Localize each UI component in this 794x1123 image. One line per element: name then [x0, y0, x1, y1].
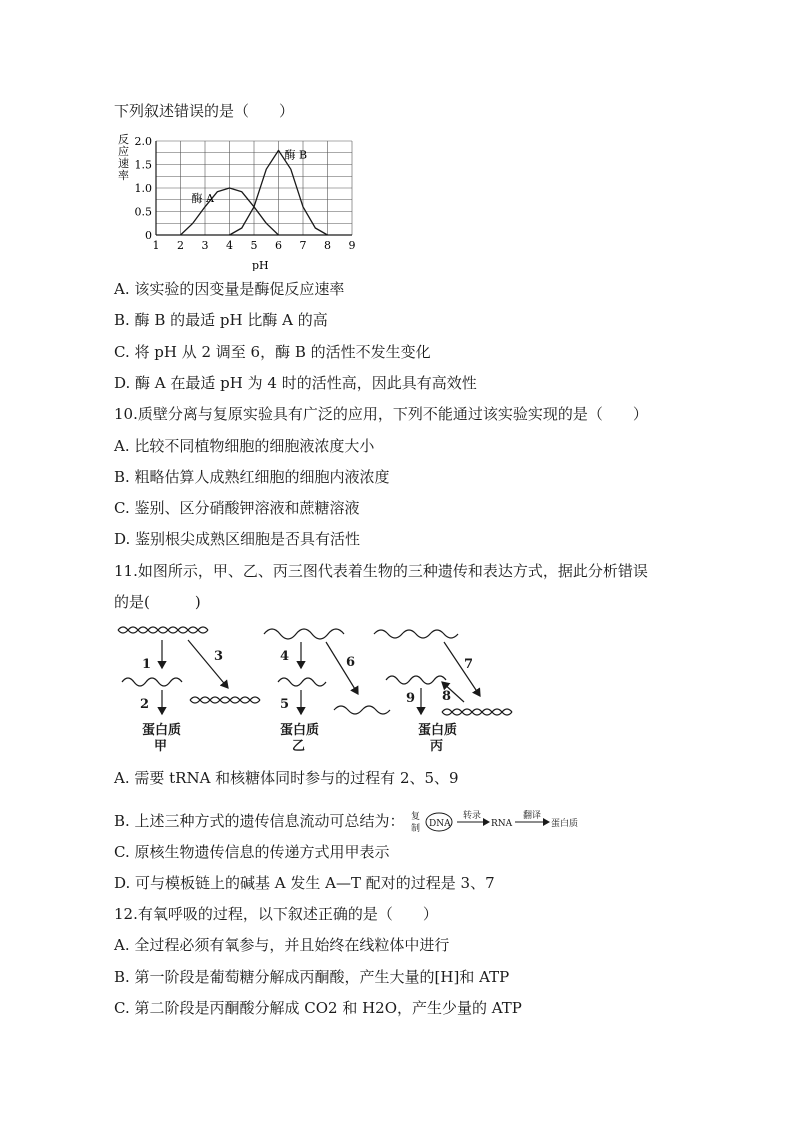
enzyme-ph-chart [114, 131, 364, 271]
rna-wave-yi-bottom [334, 706, 390, 714]
y-axis-label-3: 速 [118, 157, 129, 170]
q10-option-a: A. 比较不同植物细胞的细胞液浓度大小 [114, 437, 375, 455]
rna-wave-bing-mid [386, 676, 446, 684]
q11-option-a: A. 需要 tRNA 和核糖体同时参与的过程有 2、5、9 [114, 769, 459, 787]
q11-option-b-text: B. 上述三种方式的遗传信息流动可总结为： [114, 812, 405, 830]
protein-yi: 蛋白质 [280, 723, 320, 738]
q11-option-c: C. 原核生物遗传信息的传递方式用甲表示 [114, 843, 390, 861]
arrow-7 [444, 642, 480, 696]
name-jia: 甲 [154, 739, 168, 754]
q10-option-d: D. 鉴别根尖成熟区细胞是否具有活性 [114, 530, 361, 548]
rna-wave-yi-top [264, 629, 344, 639]
y-axis-label-4: 率 [118, 169, 129, 182]
formula-dna: DNA [429, 819, 451, 829]
label-7: 7 [464, 657, 474, 672]
chart-grid [156, 141, 352, 235]
label-8: 8 [442, 689, 452, 704]
y-tick-label: 0 [145, 229, 152, 242]
q10-stem: 10.质壁分离与复原实验具有广泛的应用，下列不能通过该实验实现的是（ ） [114, 405, 648, 423]
y-tick-label: 1.0 [134, 182, 152, 195]
q9-option-c: C. 将 pH 从 2 调至 6，酶 B 的活性不发生变化 [114, 343, 431, 361]
y-tick-label: 0.5 [134, 205, 152, 219]
rna-wave-jia [122, 678, 182, 686]
dna-helix-jia-top [118, 627, 208, 633]
series-label-enzyme-a: 酶 A [191, 192, 214, 205]
genetic-expression-diagram [112, 622, 532, 760]
rna-wave-bing-top [374, 630, 458, 638]
q9-stem: 下列叙述错误的是（ ） [114, 102, 295, 120]
formula-replicate-1: 复 [411, 812, 421, 822]
x-tick-label: 3 [201, 239, 209, 252]
formula-replicate-2: 制 [411, 824, 421, 834]
dna-helix-jia-bottom [190, 697, 260, 703]
x-tick-label: 8 [324, 239, 331, 252]
q12-option-a: A. 全过程必须有氧参与，并且始终在线粒体中进行 [114, 936, 450, 954]
protein-jia: 蛋白质 [142, 723, 182, 738]
q11-option-b [114, 809, 583, 835]
formula-rna: RNA [491, 819, 513, 829]
label-4: 4 [280, 649, 290, 664]
x-tick-label: 2 [177, 239, 184, 252]
y-tick-label: 2.0 [134, 135, 152, 148]
x-tick-label: 9 [348, 239, 356, 252]
label-6: 6 [346, 655, 356, 670]
arrow-3 [188, 640, 228, 688]
dna-helix-bing-bottom [442, 709, 512, 715]
label-1: 1 [142, 657, 152, 672]
label-3: 3 [214, 649, 224, 664]
q12-option-c: C. 第二阶段是丙酮酸分解成 CO2 和 H2O，产生少量的 ATP [114, 999, 522, 1017]
x-tick-label: 1 [152, 239, 160, 252]
q10-option-c: C. 鉴别、区分硝酸钾溶液和蔗糖溶液 [114, 499, 360, 517]
q12-stem: 12.有氧呼吸的过程，以下叙述正确的是（ ） [114, 905, 438, 923]
x-tick-label: 4 [226, 239, 233, 252]
y-tick-label: 1.5 [134, 158, 152, 172]
x-tick-label: 5 [250, 239, 258, 252]
q9-option-a: A. 该实验的因变量是酶促反应速率 [114, 280, 345, 298]
q11-stem-line1: 11.如图所示，甲、乙、丙三图代表着生物的三种遗传和表达方式，据此分析错误 [114, 562, 648, 580]
q11-stem-line2: 的是( ) [114, 593, 201, 611]
info-flow-formula [411, 809, 583, 835]
series-label-enzyme-b: 酶 B [284, 148, 308, 162]
label-5: 5 [280, 697, 290, 712]
y-tick-labels [135, 135, 153, 242]
y-axis-label-1: 反 [118, 133, 129, 146]
formula-transcribe: 转录 [463, 811, 482, 821]
label-9: 9 [406, 691, 416, 706]
formula-protein: 蛋白质 [551, 819, 579, 829]
x-tick-labels [153, 239, 356, 252]
x-tick-label: 6 [275, 239, 282, 252]
q12-option-b: B. 第一阶段是葡萄糖分解成丙酮酸，产生大量的[H]和 ATP [114, 968, 510, 986]
name-bing: 丙 [430, 739, 444, 754]
protein-bing: 蛋白质 [418, 723, 458, 738]
name-yi: 乙 [292, 739, 306, 754]
q9-option-b: B. 酶 B 的最适 pH 比酶 A 的高 [114, 311, 328, 329]
q9-option-d: D. 酶 A 在最适 pH 为 4 时的活性高，因此具有高效性 [114, 374, 477, 392]
formula-translate: 翻译 [523, 811, 542, 821]
y-axis-label-2: 应 [118, 145, 129, 158]
q11-option-d: D. 可与模板链上的碱基 A 发生 A—T 配对的过程是 3、7 [114, 874, 495, 892]
x-tick-label: 7 [299, 239, 307, 252]
rna-wave-yi-mid [278, 678, 326, 686]
x-axis-label: pH [252, 259, 269, 271]
q10-option-b: B. 粗略估算人成熟红细胞的细胞内液浓度 [114, 468, 390, 486]
label-2: 2 [140, 697, 150, 712]
